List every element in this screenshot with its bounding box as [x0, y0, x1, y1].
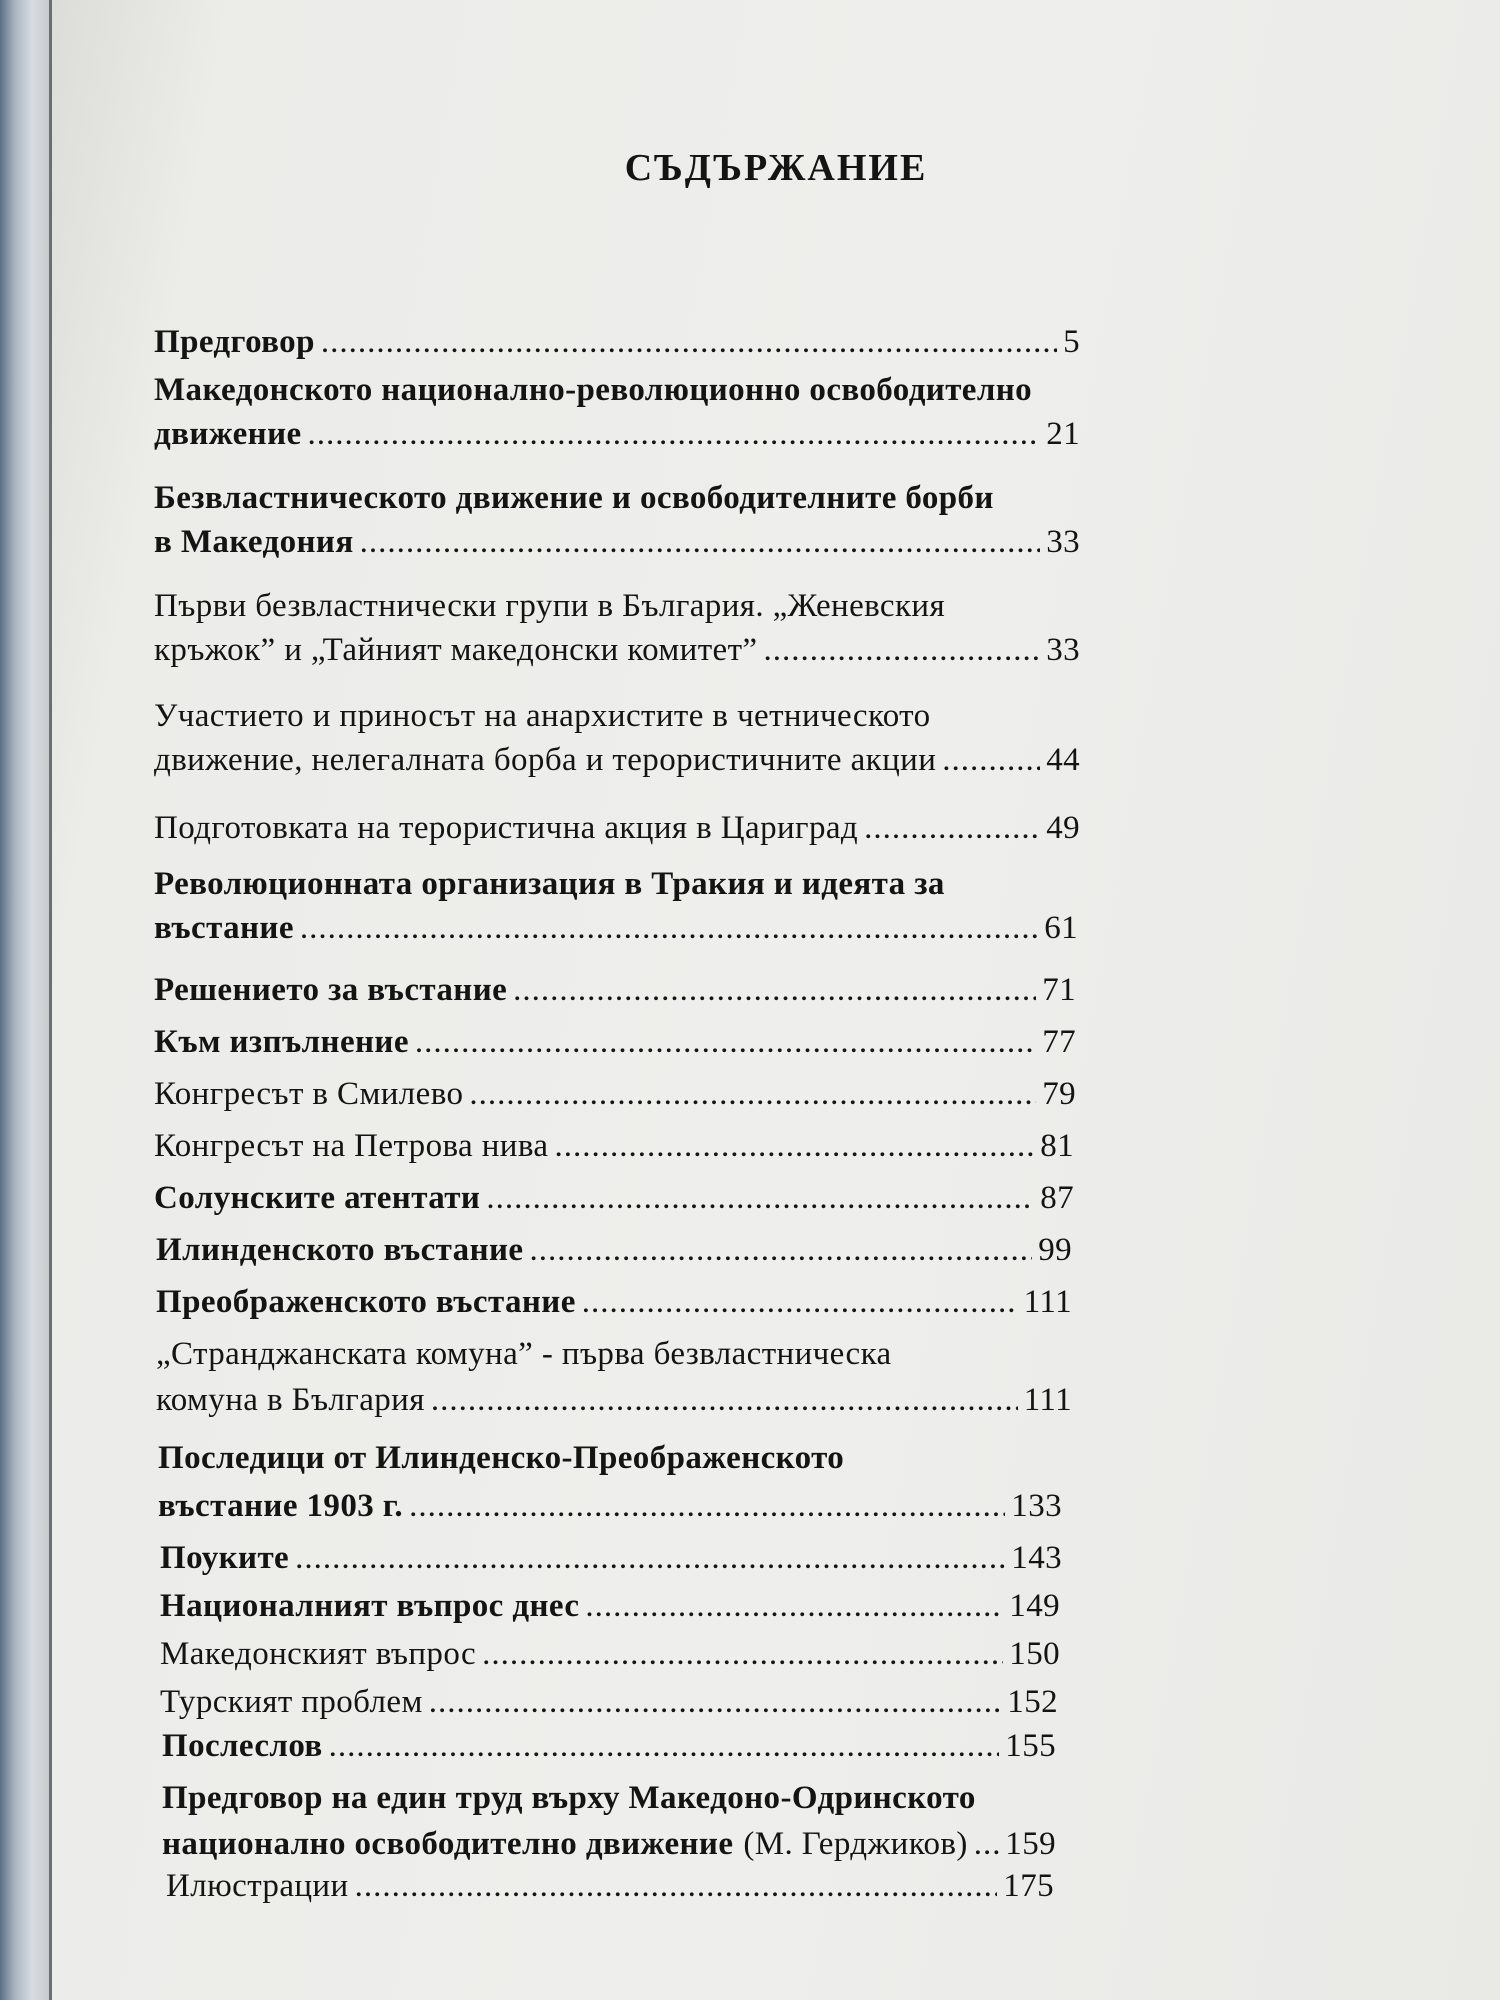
dot-leader — [355, 1866, 998, 1906]
toc-entry-title: Решението за въстание — [154, 972, 508, 1008]
toc-entry-title: кръжок” и „Тайният македонски комитет” — [154, 632, 758, 668]
toc-entry — [154, 322, 1080, 362]
toc-entry-title: Националният въпрос днес — [160, 1588, 580, 1624]
toc-page-number: 159 — [1005, 1826, 1056, 1862]
toc-entry — [156, 1282, 1072, 1322]
toc-page-number: 150 — [1009, 1636, 1060, 1672]
toc-entry-title-line1: Предговор на един труд върху Македоно-Одринското — [162, 1780, 976, 1816]
toc-entry — [162, 1778, 1056, 1864]
toc-entry-title: Предговор — [154, 324, 315, 360]
toc-entry-title: Конгресът на Петрова нива — [154, 1128, 549, 1164]
toc-page-number: 33 — [1046, 524, 1080, 560]
dot-leader — [942, 740, 1040, 780]
toc-entry — [160, 1538, 1062, 1578]
toc-entry — [154, 586, 1080, 670]
dot-leader — [554, 1126, 1034, 1166]
toc-page-number: 99 — [1038, 1232, 1072, 1268]
toc-entry — [154, 1022, 1076, 1062]
toc-page-number: 111 — [1023, 1284, 1072, 1320]
toc-entry-title-line1: „Странджанската комуна” - първа безвластническа — [156, 1336, 892, 1372]
table-of-contents — [52, 0, 1500, 2000]
toc-entry-title: Послеслов — [162, 1728, 323, 1764]
toc-entry-title-line1: Македонското национално-революционно освободително — [154, 372, 1033, 408]
dot-leader — [974, 1824, 1000, 1864]
toc-page-number: 133 — [1011, 1488, 1062, 1524]
toc-page-number: 143 — [1011, 1540, 1062, 1576]
toc-entry — [160, 1586, 1060, 1626]
toc-entry-title-line1: Безвластническото движение и освободителните борби — [154, 480, 994, 516]
dot-leader — [308, 414, 1041, 454]
toc-entry-title: Подготовката на терористична акция в Цариград — [154, 810, 859, 846]
toc-entry-title: Преображенското въстание — [156, 1284, 576, 1320]
toc-entry — [156, 1334, 1072, 1420]
toc-page-number: 87 — [1040, 1180, 1074, 1216]
toc-page-number: 71 — [1042, 972, 1076, 1008]
toc-entry — [158, 1438, 1062, 1526]
toc-entry — [154, 478, 1080, 562]
toc-page-number: 81 — [1040, 1128, 1074, 1164]
dot-leader — [864, 808, 1040, 848]
toc-entry-title: Илинденското въстание — [156, 1232, 524, 1268]
toc-page-number: 49 — [1046, 810, 1080, 846]
dot-leader — [295, 1538, 1005, 1578]
dot-leader — [763, 630, 1040, 670]
toc-entry — [154, 370, 1080, 454]
dot-leader — [482, 1634, 1003, 1674]
toc-entry — [154, 864, 1078, 948]
dot-leader — [360, 522, 1041, 562]
dot-leader — [585, 1586, 1003, 1626]
toc-page-number: 21 — [1046, 416, 1080, 452]
toc-page-number: 33 — [1046, 632, 1080, 668]
dot-leader — [486, 1178, 1034, 1218]
toc-entry — [162, 1726, 1056, 1766]
toc-page-number: 111 — [1023, 1382, 1072, 1418]
toc-entry-title-line1: Последици от Илинденско-Преображенското — [158, 1440, 845, 1476]
dot-leader — [415, 1022, 1036, 1062]
toc-page-number: 79 — [1042, 1076, 1076, 1112]
toc-entry — [154, 1126, 1074, 1166]
dot-leader — [431, 1380, 1018, 1420]
dot-leader — [409, 1486, 1005, 1526]
toc-entry-author-note: (М. Герджиков) — [743, 1826, 968, 1862]
toc-entry-title: Солунските атентати — [154, 1180, 481, 1216]
toc-entry — [154, 1074, 1076, 1114]
toc-entry — [160, 1634, 1060, 1674]
book-page — [52, 0, 1500, 2000]
toc-entry-title: движение — [154, 416, 302, 452]
toc-entry-title: Поуките — [160, 1540, 290, 1576]
toc-entry — [156, 1230, 1072, 1270]
toc-entry-title: национално освободително движение — [162, 1826, 734, 1862]
toc-entry-title: Към изпълнение — [154, 1024, 409, 1060]
toc-page-number: 5 — [1063, 324, 1080, 360]
page-title: СЪДЪРЖАНИЕ — [624, 147, 928, 189]
toc-entry-title: Македонският въпрос — [160, 1636, 477, 1672]
toc-page-number: 155 — [1005, 1728, 1056, 1764]
toc-entry-title: въстание — [154, 910, 294, 946]
toc-entry-title-line1: Участието и приносът на анархистите в четническото — [154, 698, 931, 734]
toc-entry-title: Турският проблем — [160, 1684, 423, 1720]
dot-leader — [329, 1726, 1000, 1766]
toc-entry-title: комуна в България — [156, 1382, 425, 1418]
toc-entry — [154, 696, 1080, 780]
toc-entry-title: Илюстрации — [166, 1868, 349, 1904]
dot-leader — [513, 970, 1036, 1010]
dot-leader — [300, 908, 1038, 948]
dot-leader — [429, 1682, 1002, 1722]
dot-leader — [321, 322, 1057, 362]
toc-page-number: 152 — [1007, 1684, 1058, 1720]
toc-page-number: 77 — [1042, 1024, 1076, 1060]
toc-entry — [154, 970, 1076, 1010]
toc-entry — [160, 1682, 1058, 1722]
toc-entry-title: въстание 1903 г. — [158, 1488, 404, 1524]
toc-entry-title-line1: Първи безвластнически групи в България. „Женевския — [154, 588, 946, 624]
toc-entry — [154, 1178, 1074, 1218]
toc-page-number: 44 — [1046, 742, 1080, 778]
toc-entry — [166, 1866, 1054, 1906]
book-spine-gutter — [0, 0, 52, 2000]
dot-leader — [582, 1282, 1018, 1322]
toc-entry-title: Конгресът в Смилево — [154, 1076, 464, 1112]
toc-entry — [154, 808, 1080, 848]
toc-entry-title: движение, нелегалната борба и терористичните акции — [154, 742, 937, 778]
dot-leader — [469, 1074, 1036, 1114]
toc-page-number: 175 — [1003, 1868, 1054, 1904]
toc-page-number: 61 — [1044, 910, 1078, 946]
toc-entry-title: в Македония — [154, 524, 354, 560]
toc-entry-title-line1: Революционната организация в Тракия и идеята за — [154, 866, 945, 902]
toc-page-number: 149 — [1009, 1588, 1060, 1624]
dot-leader — [529, 1230, 1032, 1270]
